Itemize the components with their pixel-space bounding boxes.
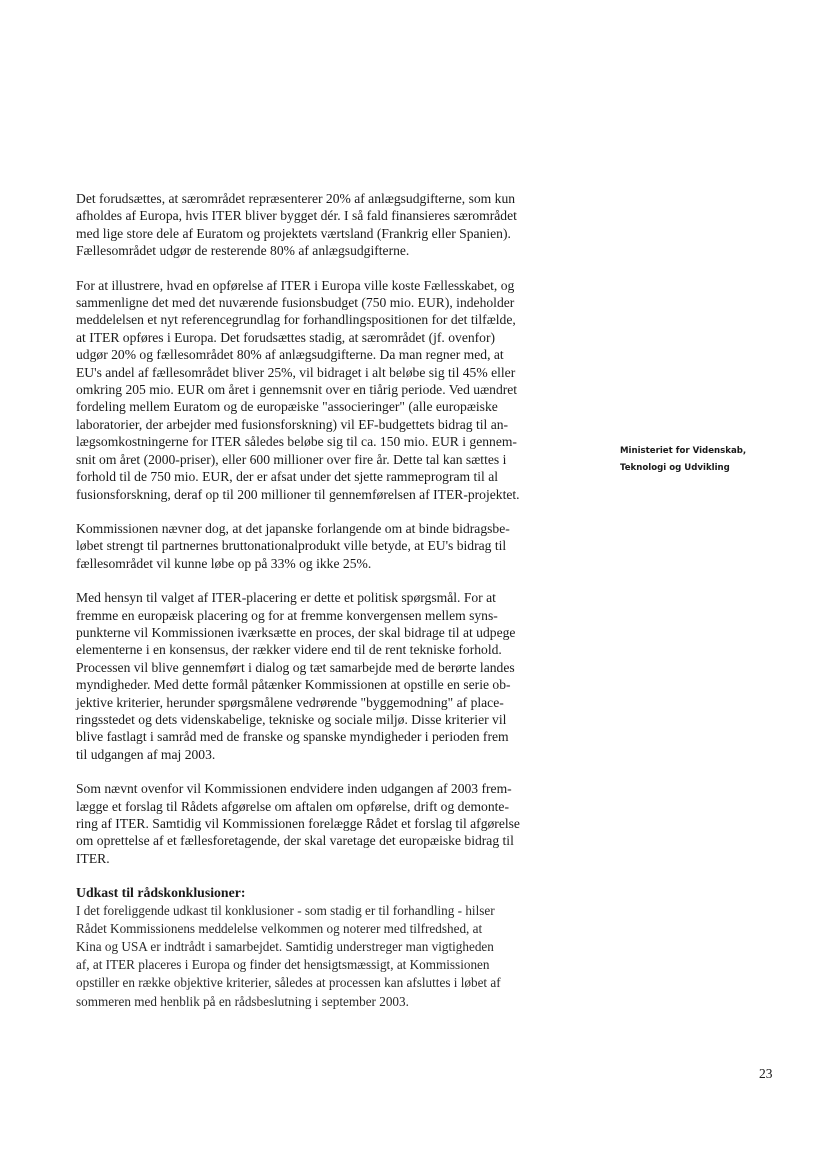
paragraph-japanese-demand: Kommissionen nævner dog, at det japanske forlangende om at binde bidragsbe- løbet strengt til partnernes bruttonationalprodukt ville betyde, at EU's bidrag til fællesområdet vil kunne løbe op på 33% og ikke 25%. [76, 520, 510, 571]
main-text-column [76, 190, 596, 1011]
paragraph-draft-conclusions: I det foreliggende udkast til konklusioner - som stadig er til forhandling - hilser Rådet Kommissionens meddelelse velkommen og noterer med tilfredshed, at Kina og USA er indtrådt i samarbejdet. Samtidig understreger man vigtigheden af, at ITER placeres i Europa og finder det hensigtsmæssigt, at Kommissionen opstiller en række objektive kriterier, således at processen kan afsluttes i løbet af sommeren med henblik på en rådsbeslutning i september 2003. [76, 902, 501, 1009]
paragraph-site-selection: Med hensyn til valget af ITER-placering er dette et politisk spørgsmål. For at fremme en europæisk placering og for at fremme konvergensen mellem syns- punkterne vil Kommissionen iværksætte en proces, der skal bidrage til at udpege elementerne i en konsensus, der rækker videre end til de rent tekniske forhold. Processen vil blive gennemført i dialog og tæt samarbejde med de berørte landes myndigheder. Med dette formål påtænker Kommissionen at opstille en serie ob- jektive kriterier, herunder spørgsmålene vedrørende "byggemodning" af place- ringsstedet og dets videnskabelige, tekniske og sociale miljø. Disse kriterier vil blive fastlagt i samråd med de franske og spanske myndigheder i perioden frem til udgangen af maj 2003. [76, 590, 516, 762]
sidebar-ministry-label: Ministeriet for Videnskab, Teknologi og Udvikling [620, 446, 747, 473]
page-number: 23 [759, 1066, 773, 1081]
paragraph-reference-basis: For at illustrere, hvad en opførelse af ITER i Europa ville koste Fællesskabet, og sammenligne det med det nuværende fusionsbudget (750 mio. EUR), indeholder meddelelsen et nyt referencegrundlag for forhandlingspositionen for det tilfælde, at ITER opføres i Europa. Det forudsættes stadig, at særområdet (jf. ovenfor) udgør 20% og fællesområdet 80% af anlægsudgifterne. Da man regner med, at EU's andel af fællesområdet bliver 25%, vil bidraget i alt beløbe sig til 45% eller omkring 205 mio. EUR om året i gennemsnit over en tiårig periode. Ved uændret fordeling mellem Euratom og de europæiske "associeringer" (alle europæiske laboratorier, der arbejder med fusionsforskning) vil EF-budgettets bidrag til an- lægsomkostningerne for ITER således beløbe sig til ca. 150 mio. EUR i gennem- snit om året (2000-priser), eller 600 millioner over fire år. Dette tal kan sættes i forhold til de 750 mio. EUR, der er afsat under det sjette rammeprogram til al fusionsforskning, deraf op til 200 millioner til gennemførelsen af ITER-projektet. [76, 277, 520, 502]
paragraph-proposal: Som nævnt ovenfor vil Kommissionen endvidere inden udgangen af 2003 frem- lægge et forslag til Rådets afgørelse om aftalen om opførelse, drift og demonte- ring af ITER. Samtidig vil Kommissionen forelægge Rådet et forslag til afgørelse om oprettelse af et fællesforetagende, der skal varetage det europæiske bidrag til ITER. [76, 781, 520, 866]
section-heading-conclusions: Udkast til rådskonklusioner: [76, 885, 246, 901]
paragraph-cost-share: Det forudsættes, at særområdet repræsenterer 20% af anlægsudgifterne, som kun afholdes af Europa, hvis ITER bliver bygget dér. I så fald finansieres særområdet med lige store dele af Euratom og projektets værtsland (Frankrig eller Spanien). Fællesområdet udgør de resterende 80% af anlægsudgifterne. [76, 191, 517, 259]
